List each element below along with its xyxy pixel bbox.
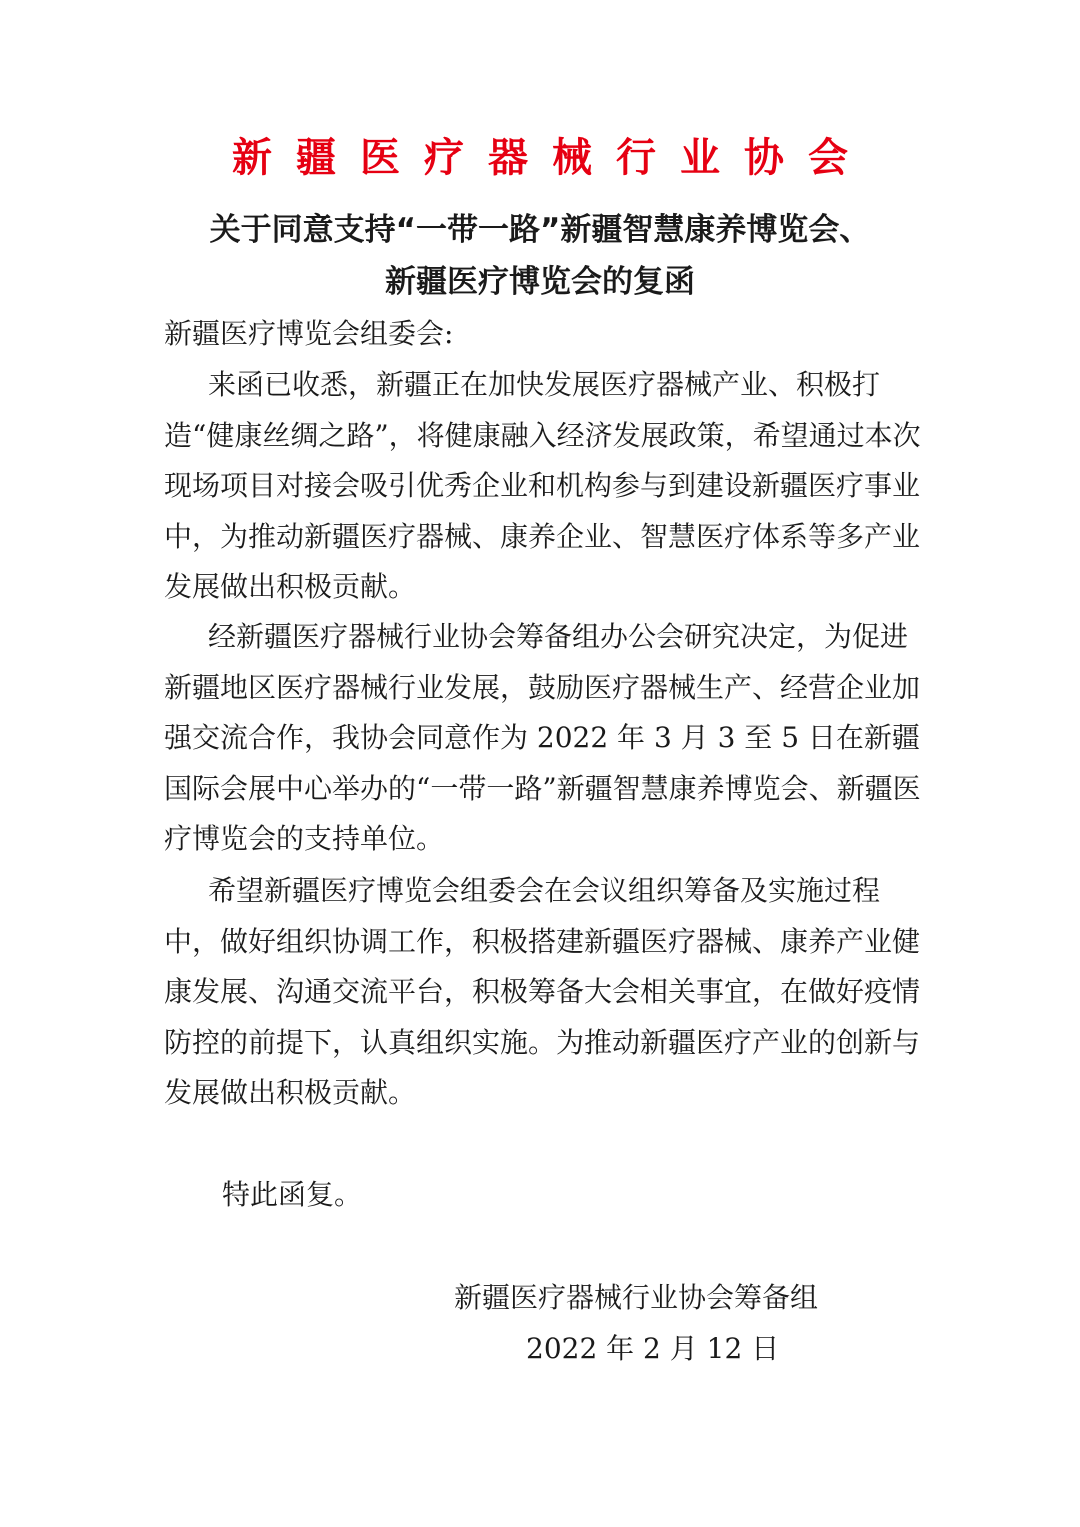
paragraph-1: 来函已收悉，新疆正在加快发展医疗器械产业、积极打造“健康丝绸之路”，将健康融入经济发展政策，希望通过本次现场项目对接会吸引优秀企业和机构参与到建设新疆医疗事业中，为推动新疆医疗器械、康养企业、智慧医疗体系等多产业发展做出积极贡献。 [164, 368, 921, 603]
document-title-line-2: 新疆医疗博览会的复函 [385, 264, 695, 300]
signature-date: 2022 年 2 月 12 日 [526, 1332, 780, 1365]
paragraph-3: 希望新疆医疗博览会组委会在会议组织筹备及实施过程中，做好组织协调工作，积极搭建新疆医疗器械、康养产业健康发展、沟通交流平台，积极筹备大会相关事宜，在做好疫情防控的前提下，认真组织实施。为推动新疆医疗产业的创新与发展做出积极贡献。 [164, 874, 921, 1109]
document-title-line-1: 关于同意支持“一带一路”新疆智慧康养博览会、 [209, 212, 871, 248]
salutation: 新疆医疗博览会组委会: [164, 317, 454, 350]
organization-header: 新疆医疗器械行业协会 [232, 135, 872, 181]
signer-organization: 新疆医疗器械行业协会筹备组 [454, 1281, 819, 1314]
paragraph-2: 经新疆医疗器械行业协会筹备组办公会研究决定，为促进新疆地区医疗器械行业发展，鼓励医疗器械生产、经营企业加强交流合作，我协会同意作为 2022 年 3 月 3 至 5 日在新疆国际会展中心举办的“一带一路”新疆智慧康养博览会、新疆医疗博览会的支持单位。 [164, 620, 921, 855]
closing-remark: 特此函复。 [222, 1178, 363, 1211]
